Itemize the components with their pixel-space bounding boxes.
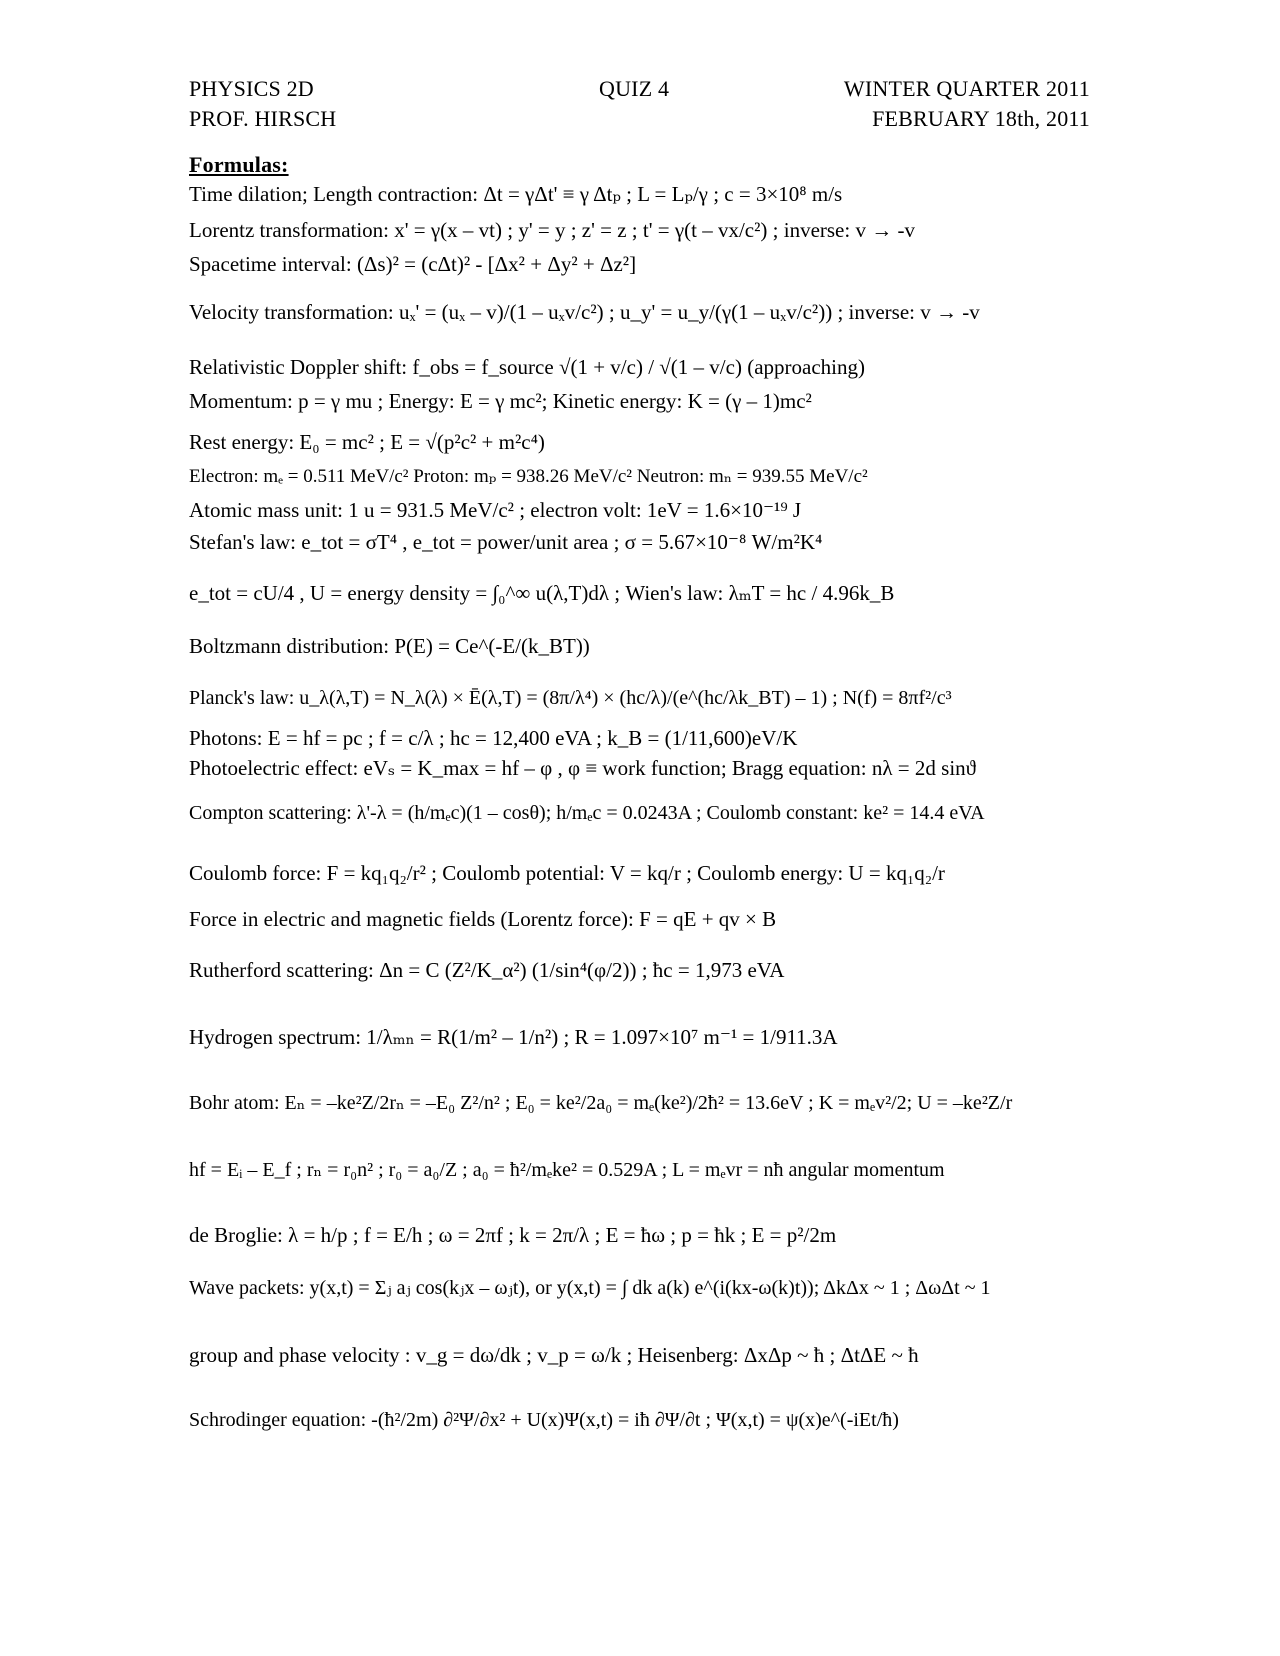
formula-de-broglie: de Broglie: λ = h/p ; f = E/h ; ω = 2πf ; k = 2π/λ ; E = ħω ; p = ħk ; E = p²/2m <box>189 1223 837 1247</box>
formula-rest-energy: Rest energy: E₀ = mc² ; E = √(p²c² + m²c⁴) <box>189 430 545 454</box>
formula-planck: Planck's law: u_λ(λ,T) = N_λ(λ) × Ē(λ,T) = (8π/λ⁴) × (hc/λ)/(e^(hc/λk_BT) – 1) ; N(f) = 8πf²/c³ <box>189 687 952 709</box>
formulas-heading: Formulas: <box>189 152 289 177</box>
formula-lorentz-force: Force in electric and magnetic fields (Lorentz force): F = qE + qv × B <box>189 907 777 931</box>
formula-group-phase-velocity: group and phase velocity : v_g = dω/dk ; v_p = ω/k ; Heisenberg: ΔxΔp ~ ħ ; ΔtΔE ~ ħ <box>189 1343 919 1367</box>
professor-name: PROF. HIRSCH <box>189 106 337 131</box>
formula-time-dilation: Time dilation; Length contraction: Δt = γΔt' ≡ γ Δtₚ ; L = Lₚ/γ ; c = 3×10⁸ m/s <box>189 182 843 206</box>
formula-bohr-atom: Bohr atom: Eₙ = –ke²Z/2rₙ = –E₀ Z²/n² ; E₀ = ke²/2a₀ = mₑ(ke²)/2ħ² = 13.6eV ; K = mₑv²/2; U = –ke²Z/r <box>189 1092 1013 1114</box>
formula-rutherford: Rutherford scattering: Δn = C (Z²/K_α²) (1/sin⁴(φ/2)) ; ħc = 1,973 eVA <box>189 958 785 982</box>
formula-energy-density-wien: e_tot = cU/4 , U = energy density = ∫₀^∞ u(λ,T)dλ ; Wien's law: λₘT = hc / 4.96k_B <box>189 581 895 605</box>
formula-bohr-radius: hf = Eᵢ – E_f ; rₙ = r₀n² ; r₀ = a₀/Z ; a₀ = ħ²/mₑke² = 0.529A ; L = mₑvr = nħ angular momentum <box>189 1159 945 1181</box>
formula-particle-masses: Electron: mₑ = 0.511 MeV/c² Proton: mₚ = 938.26 MeV/c² Neutron: mₙ = 939.55 MeV/c² <box>189 466 868 487</box>
course-name: PHYSICS 2D <box>189 76 314 101</box>
formula-lorentz-transformation: Lorentz transformation: x' = γ(x – vt) ; y' = y ; z' = z ; t' = γ(t – vx/c²) ; inverse: v → -v <box>189 218 915 242</box>
formula-doppler-shift: Relativistic Doppler shift: f_obs = f_source √(1 + v/c) / √(1 – v/c) (approaching) <box>189 355 865 379</box>
quiz-date: FEBRUARY 18th, 2011 <box>872 106 1090 131</box>
quiz-title: QUIZ 4 <box>599 76 670 101</box>
formula-photons: Photons: E = hf = pc ; f = c/λ ; hc = 12,400 eVA ; k_B = (1/11,600)eV/K <box>189 726 798 750</box>
formula-wave-packets: Wave packets: y(x,t) = Σⱼ aⱼ cos(kⱼx – ωⱼt), or y(x,t) = ∫ dk a(k) e^(i(kx-ω(k)t)); ΔkΔx ~ 1 ; ΔωΔt ~ 1 <box>189 1277 991 1299</box>
formula-stefans-law: Stefan's law: e_tot = σT⁴ , e_tot = power/unit area ; σ = 5.67×10⁻⁸ W/m²K⁴ <box>189 530 823 554</box>
formula-schrodinger: Schrodinger equation: -(ħ²/2m) ∂²Ψ/∂x² + U(x)Ψ(x,t) = iħ ∂Ψ/∂t ; Ψ(x,t) = ψ(x)e^(-iEt/ħ) <box>189 1409 899 1431</box>
formula-boltzmann: Boltzmann distribution: P(E) = Ce^(-E/(k_BT)) <box>189 634 590 658</box>
formula-atomic-mass-unit: Atomic mass unit: 1 u = 931.5 MeV/c² ; electron volt: 1eV = 1.6×10⁻¹⁹ J <box>189 498 802 522</box>
formula-coulomb: Coulomb force: F = kq₁q₂/r² ; Coulomb potential: V = kq/r ; Coulomb energy: U = kq₁q₂/r <box>189 861 945 885</box>
formula-hydrogen-spectrum: Hydrogen spectrum: 1/λₘₙ = R(1/m² – 1/n²) ; R = 1.097×10⁷ m⁻¹ = 1/911.3A <box>189 1025 838 1049</box>
formula-photoelectric-bragg: Photoelectric effect: eVₛ = K_max = hf – φ , φ ≡ work function; Bragg equation: nλ = 2d sinϑ <box>189 756 977 780</box>
formula-momentum-energy: Momentum: p = γ mu ; Energy: E = γ mc²; Kinetic energy: K = (γ – 1)mc² <box>189 389 812 413</box>
formula-spacetime-interval: Spacetime interval: (Δs)² = (cΔt)² - [Δx² + Δy² + Δz²] <box>189 252 637 276</box>
quarter-label: WINTER QUARTER 2011 <box>843 76 1090 101</box>
formula-compton: Compton scattering: λ'-λ = (h/mₑc)(1 – cosθ); h/mₑc = 0.0243A ; Coulomb constant: ke² = 14.4 eVA <box>189 802 985 824</box>
formula-velocity-transformation: Velocity transformation: uₓ' = (uₓ – v)/(1 – uₓv/c²) ; u_y' = u_y/(γ(1 – uₓv/c²)) ; inverse: v → -v <box>189 300 980 324</box>
